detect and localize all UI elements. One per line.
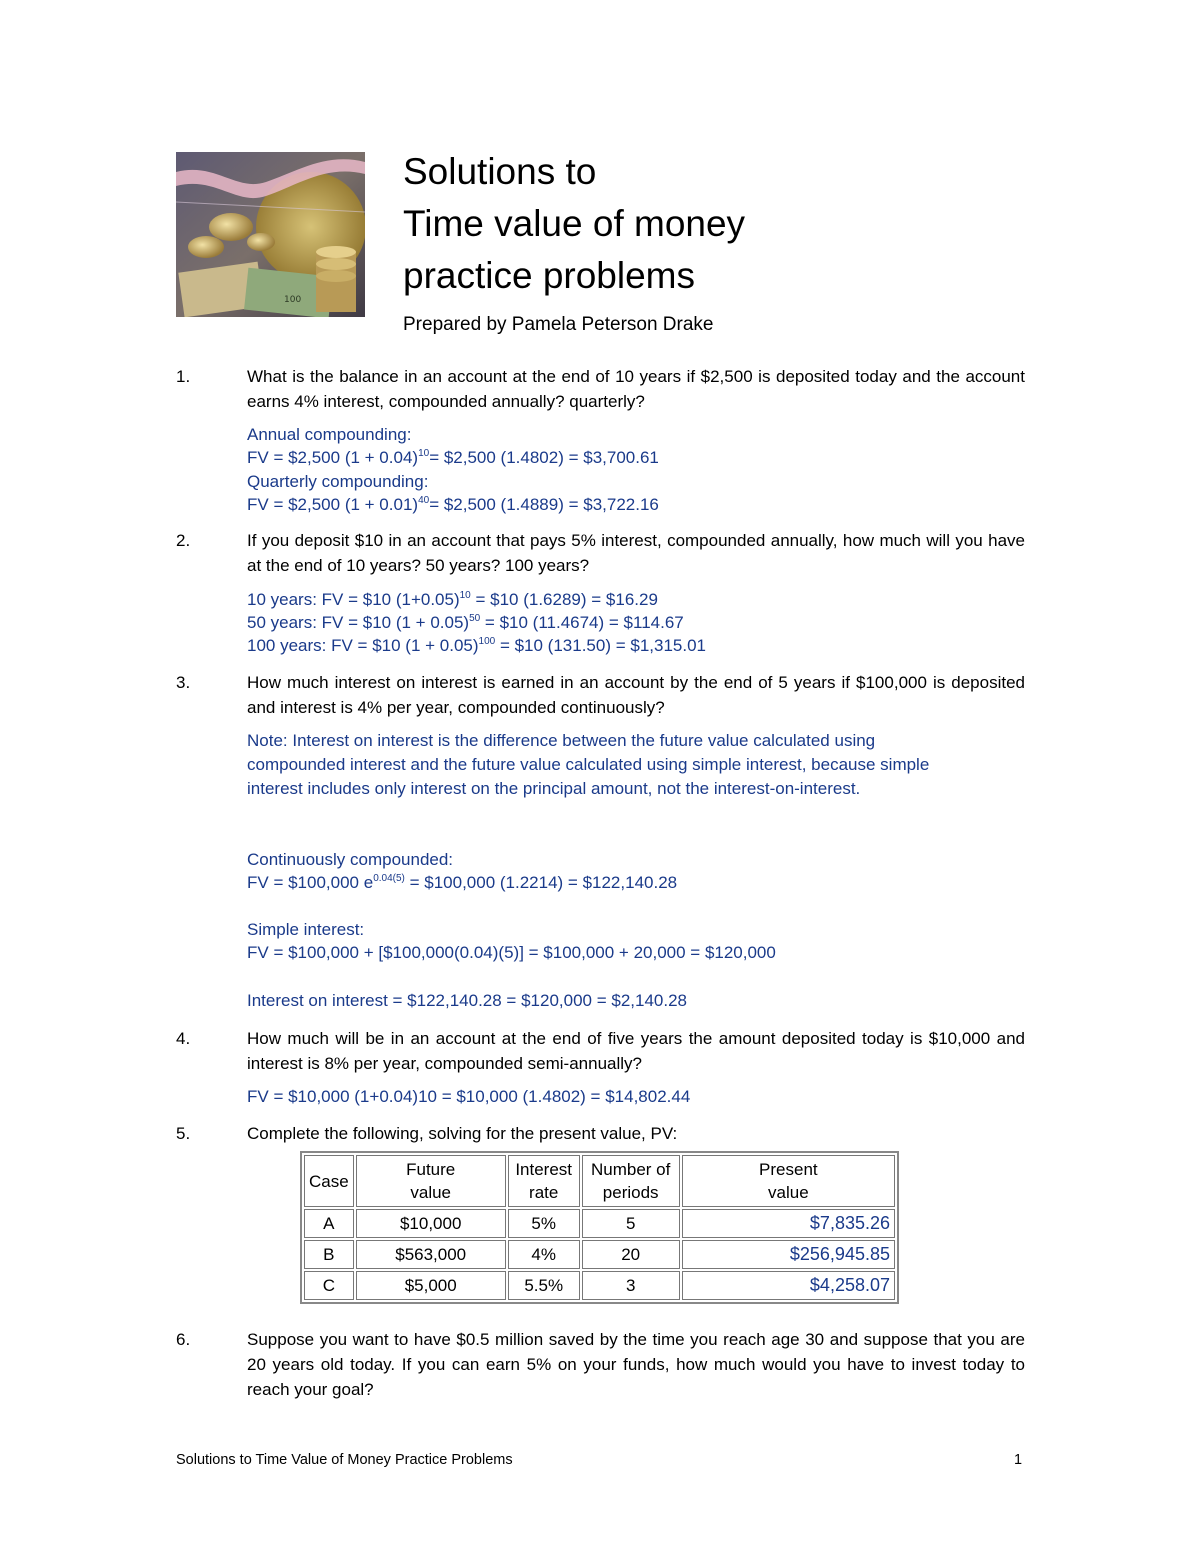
cell-rate: 5.5% bbox=[508, 1271, 580, 1300]
answer-line bbox=[247, 493, 659, 517]
money-collage-illustration bbox=[176, 152, 365, 317]
footer-title: Solutions to Time Value of Money Practice Problems bbox=[176, 1452, 513, 1468]
cell-present-value: $256,945.85 bbox=[682, 1240, 895, 1269]
header-text: rate bbox=[529, 1183, 559, 1202]
formula-part: FV = $2,500 (1 + 0.01) bbox=[247, 495, 419, 514]
title-line-3: practice problems bbox=[403, 255, 696, 296]
cover-image bbox=[176, 152, 365, 317]
problem-question: Suppose you want to have $0.5 million saved by the time you reach age 30 and suppose that you are 20 years old today. If you can earn 5% on your funds, how much would you have to invest today to reach your goal? bbox=[247, 1330, 1025, 1399]
header-text: Present bbox=[759, 1160, 818, 1179]
page-number: 1 bbox=[1014, 1452, 1023, 1468]
cell-periods: 5 bbox=[582, 1209, 680, 1238]
exponent: 10 bbox=[418, 448, 430, 459]
cell-case: A bbox=[304, 1209, 354, 1238]
problem-question: What is the balance in an account at the end of 10 years if $2,500 is deposited today and the account earns 4% interest, compounded annually? quarterly? bbox=[247, 367, 1025, 411]
header-text: value bbox=[768, 1183, 809, 1202]
header-text: value bbox=[410, 1183, 451, 1202]
problem-number: 1. bbox=[176, 367, 191, 386]
table-row bbox=[304, 1240, 895, 1269]
problem-question: If you deposit $10 in an account that pays 5% interest, compounded annually, how much will you have at the end of 10 years? 50 years? 100 years? bbox=[247, 531, 1025, 575]
problem-question: How much will be in an account at the end of five years the amount deposited today is $10,000 and interest is 8% per year, compounded semi-annually? bbox=[247, 1029, 1025, 1073]
cell-case: C bbox=[304, 1271, 354, 1300]
answer-label: Continuously compounded: bbox=[247, 850, 454, 869]
cell-present-value: $7,835.26 bbox=[682, 1209, 895, 1238]
formula-part: = $2,500 (1.4889) = $3,722.16 bbox=[429, 495, 659, 514]
formula-part: FV = $2,500 (1 + 0.04) bbox=[247, 448, 419, 467]
formula-part: = $2,500 (1.4802) = $3,700.61 bbox=[429, 448, 659, 467]
formula-part: 10 years: FV = $10 (1+0.05) bbox=[247, 590, 460, 609]
header-text: Interest bbox=[515, 1160, 573, 1179]
column-header-case bbox=[304, 1155, 354, 1207]
problem-question: Complete the following, solving for the present value, PV: bbox=[247, 1124, 678, 1143]
cell-present-value: $4,258.07 bbox=[682, 1271, 895, 1300]
column-header-interest-rate bbox=[508, 1155, 580, 1207]
cell-periods: 20 bbox=[582, 1240, 680, 1269]
answer-line bbox=[247, 588, 658, 612]
header-text: Number of bbox=[591, 1160, 671, 1179]
answer-line bbox=[247, 871, 677, 895]
exponent: 10 bbox=[459, 590, 471, 601]
column-header-present-value bbox=[682, 1155, 895, 1207]
byline: Prepared by Pamela Peterson Drake bbox=[403, 314, 714, 335]
problem-number: 4. bbox=[176, 1029, 191, 1048]
table-row bbox=[304, 1271, 895, 1300]
header-text: Case bbox=[309, 1171, 349, 1191]
answer-line: FV = $100,000 + [$100,000(0.04)(5)] = $100,000 + 20,000 = $120,000 bbox=[247, 943, 776, 962]
formula-part: 50 years: FV = $10 (1 + 0.05) bbox=[247, 613, 470, 632]
answer-line bbox=[247, 446, 659, 470]
formula-part: = $10 (1.6289) = $16.29 bbox=[470, 590, 658, 609]
formula-part: = $100,000 (1.2214) = $122,140.28 bbox=[404, 873, 678, 892]
formula-part: FV = $100,000 e bbox=[247, 873, 374, 892]
answer-line: FV = $10,000 (1+0.04)10 = $10,000 (1.4802) = $14,802.44 bbox=[247, 1087, 691, 1106]
header-text: periods bbox=[602, 1183, 659, 1202]
header-text: Future bbox=[406, 1160, 456, 1179]
column-header-number-of-periods bbox=[582, 1155, 680, 1207]
problem-number: 3. bbox=[176, 673, 191, 692]
note-text: Note: Interest on interest is the difference between the future value calculated using compounded interest and the future value calculated using simple interest, because simple interest includes only interest on the principal amount, not the interest-on-interest. bbox=[247, 731, 930, 798]
cell-rate: 4% bbox=[508, 1240, 580, 1269]
answer-line bbox=[247, 634, 706, 658]
problem-question: How much interest on interest is earned in an account by the end of 5 years if $100,000 is deposited and interest is 4% per year, compounded continuously? bbox=[247, 673, 1025, 717]
cell-future-value: $5,000 bbox=[356, 1271, 506, 1300]
cell-future-value: $563,000 bbox=[356, 1240, 506, 1269]
cell-periods: 3 bbox=[582, 1271, 680, 1300]
formula-part: = $10 (131.50) = $1,315.01 bbox=[495, 636, 707, 655]
title-line-1: Solutions to bbox=[403, 151, 597, 192]
problem-number: 5. bbox=[176, 1124, 191, 1143]
svg-text:100: 100 bbox=[284, 295, 302, 305]
exponent: 0.04(5) bbox=[373, 873, 405, 884]
table-header-row bbox=[304, 1155, 895, 1207]
column-header-future-value bbox=[356, 1155, 506, 1207]
table-row bbox=[304, 1209, 895, 1238]
cell-future-value: $10,000 bbox=[356, 1209, 506, 1238]
exponent: 100 bbox=[478, 636, 496, 647]
answer-line: Interest on interest = $122,140.28 = $120,000 = $2,140.28 bbox=[247, 991, 687, 1010]
exponent: 40 bbox=[418, 495, 430, 506]
answer-line bbox=[247, 611, 684, 635]
answer-label: Simple interest: bbox=[247, 920, 365, 939]
exponent: 50 bbox=[469, 613, 481, 624]
problem-number: 6. bbox=[176, 1330, 191, 1349]
formula-part: = $10 (11.4674) = $114.67 bbox=[480, 613, 684, 632]
answer-label: Quarterly compounding: bbox=[247, 472, 429, 491]
cell-rate: 5% bbox=[508, 1209, 580, 1238]
problem-number: 2. bbox=[176, 531, 191, 550]
answer-label: Annual compounding: bbox=[247, 425, 412, 444]
present-value-table bbox=[300, 1151, 899, 1304]
formula-part: 100 years: FV = $10 (1 + 0.05) bbox=[247, 636, 479, 655]
title-line-2: Time value of money bbox=[403, 203, 746, 244]
cell-case: B bbox=[304, 1240, 354, 1269]
